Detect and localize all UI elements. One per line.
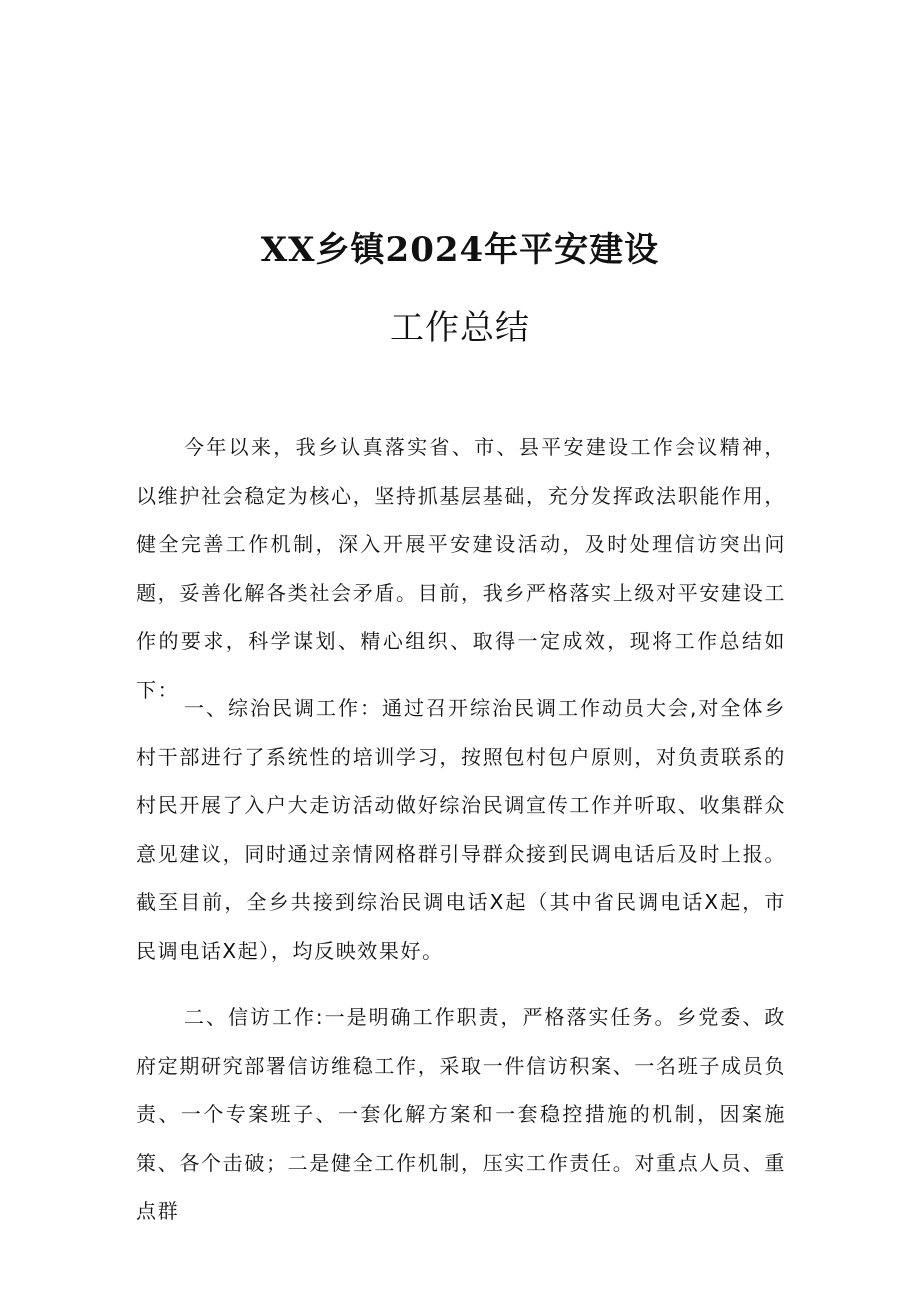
document-title-line1: XX乡镇2024年平安建设 bbox=[260, 230, 660, 270]
paragraph-section-1: 一、综治民调工作：通过召开综治民调工作动员大会,对全体乡村干部进行了系统性的培训学习，按照包村包户原则，对负责联系的村民开展了入户大走访活动做好综治民调宣传工作并听取、收集群众意见建议，同时通过亲情网格群引导群众接到民调电话后及时上报。截至目前，全乡共接到综治民调电话X起（其中省民调电话X起，市民调电话X起），均反映效果好。 bbox=[136, 696, 786, 963]
paragraph-section-2: 二、信访工作:一是明确工作职责，严格落实任务。乡党委、政府定期研究部署信访维稳工作，采取一件信访积案、一名班子成员负责、一个专案班子、一套化解方案和一套稳控措施的机制，因案施策、各个击破；二是健全工作机制，压实工作责任。对重点人员、重点群 bbox=[136, 1005, 786, 1223]
document-title-line2: 工作总结 bbox=[390, 308, 530, 348]
paragraph-intro: 今年以来，我乡认真落实省、市、县平安建设工作会议精神，以维护社会稳定为核心，坚持抓基层基础，充分发挥政法职能作用，健全完善工作机制，深入开展平安建设活动，及时处理信访突出问题，妥善化解各类社会矛盾。目前，我乡严格落实上级对平安建设工作的要求，科学谋划、精心组织、取得一定成效，现将工作总结如下： bbox=[136, 435, 786, 702]
